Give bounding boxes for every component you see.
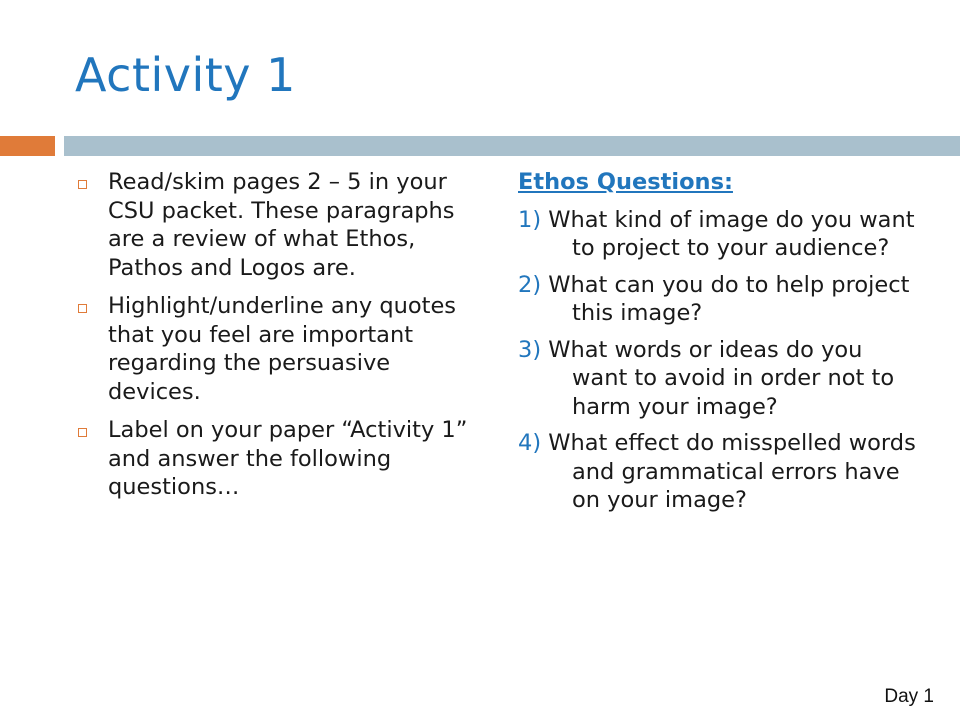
- slide-title: Activity 1: [75, 48, 296, 102]
- question-text: What can you do to help project this image?: [541, 271, 910, 326]
- question-number: 2): [518, 271, 542, 298]
- question-number: 3): [518, 336, 542, 363]
- bullet-item: [78, 416, 478, 502]
- square-bullet-icon: [78, 428, 87, 437]
- ethos-questions-heading: Ethos Questions:: [518, 169, 733, 195]
- square-bullet-icon: [78, 304, 87, 313]
- question-text: What effect do misspelled words and grammatical errors have on your image?: [541, 430, 916, 513]
- question-item: [518, 271, 918, 328]
- question-text: What kind of image do you want to project to your audience?: [541, 206, 915, 261]
- question-item: [518, 429, 918, 515]
- accent-bar: [0, 136, 55, 156]
- day-label: Day 1: [884, 686, 934, 707]
- bullet-text: Label on your paper “Activity 1” and answer the following questions…: [108, 417, 468, 500]
- question-item: [518, 206, 918, 263]
- ethos-questions-column: [518, 168, 918, 523]
- instructions-column: [78, 168, 478, 512]
- question-number: 1): [518, 206, 542, 233]
- question-text: What words or ideas do you want to avoid in order not to harm your image?: [541, 336, 895, 420]
- bullet-text: Read/skim pages 2 – 5 in your CSU packet. These paragraphs are a review of what Ethos, Pathos and Logos are.: [108, 169, 455, 281]
- question-number: 4): [518, 430, 542, 456]
- bullet-item: [78, 292, 478, 406]
- bullet-item: [78, 168, 478, 282]
- question-item: [518, 336, 918, 422]
- title-divider-bar: [64, 136, 960, 156]
- square-bullet-icon: [78, 180, 87, 189]
- bullet-text: Highlight/underline any quotes that you feel are important regarding the persuasive devices.: [108, 293, 457, 405]
